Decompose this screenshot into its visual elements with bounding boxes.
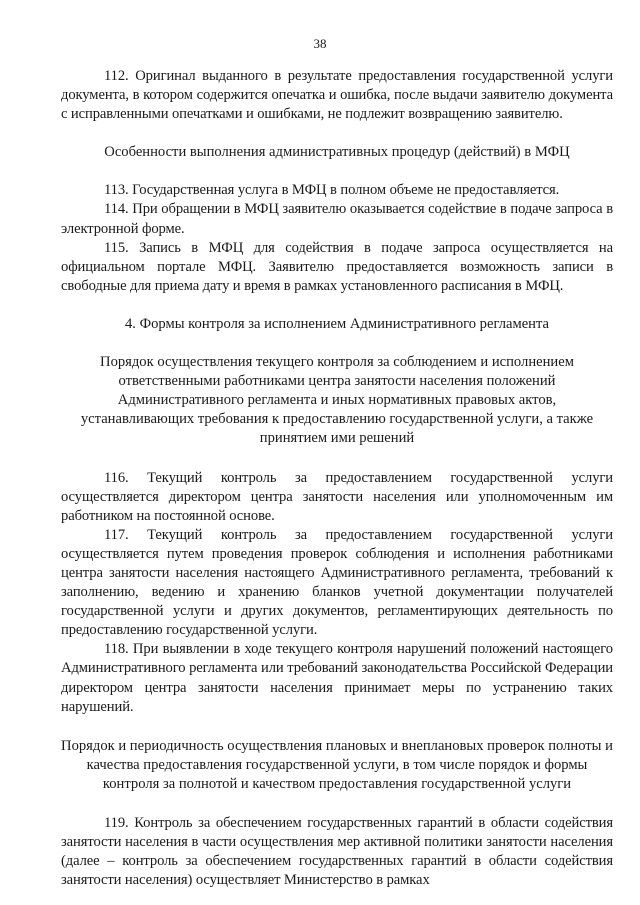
- paragraph-117: 117. Текущий контроль за предоставлением государственной услуги осуществляется путем проведения проверок соблюдения и исполнения работниками центра занятости населения настоящего Административного регламента, требований к заполнению, ведению и хранению бланков учетной документации получателей государственной услуги и других документов, регламентирующих деятельность по предоставлению государственной услуги.: [61, 526, 613, 639]
- heading-mfc-features: Особенности выполнения административных процедур (действий) в МФЦ: [104, 144, 570, 161]
- paragraph-112: 112. Оригинал выданного в результате предоставления государственной услуги документа, в котором содержится опечатка и ошибка, после выдачи заявителю документа с исправленными опечатками и ошибками, не подлежит возвращению заявителю.: [61, 68, 613, 123]
- paragraph-119: 119. Контроль за обеспечением государственных гарантий в области содействия занятости населения в части осуществления мер активной политики занятости населения (далее – контроль за обеспечением государственных гарантий в области содействия занятости населения) осуществляет Министерство в рамках: [61, 815, 613, 889]
- heading-current-control: Порядок осуществления текущего контроля за соблюдением и исполнением ответственными работниками центра занятости населения положений Административного регламента и иных нормативных правовых актов, устанавливающих требования к предоставлению государственной услуги, а также принятием ими решений: [80, 354, 594, 447]
- paragraph-118: 118. При выявлении в ходе текущего контроля нарушений положений настоящего Административного регламента или требований законодательства Российской Федерации директором центра занятости населения принимает меры по устранению таких нарушений.: [61, 641, 613, 715]
- page-content: [61, 67, 613, 890]
- paragraph-115: 115. Запись в МФЦ для содействия в подаче запроса осуществляется на официальном портале МФЦ. Заявителю предоставляется возможность записи в свободные для приема дату и время в рамках установленного расписания в МФЦ.: [61, 239, 613, 294]
- paragraph-114: 114. При обращении в МФЦ заявителю оказывается содействие в подаче запроса в электронной форме.: [61, 201, 613, 237]
- page-number: 38: [313, 36, 327, 51]
- paragraph-113: 113. Государственная услуга в МФЦ в полном объеме не предоставляется.: [104, 182, 560, 199]
- heading-section-4: 4. Формы контроля за исполнением Административного регламента: [124, 315, 550, 332]
- paragraph-116: 116. Текущий контроль за предоставлением государственной услуги осуществляется директором центра занятости населения или уполномоченным им работником на постоянной основе.: [61, 469, 613, 524]
- heading-inspections: Порядок и периодичность осуществления плановых и внеплановых проверок полноты и качества предоставления государственной услуги, в том числе порядок и формы контроля за полнотой и качеством предоставления государственной услуги: [61, 737, 613, 792]
